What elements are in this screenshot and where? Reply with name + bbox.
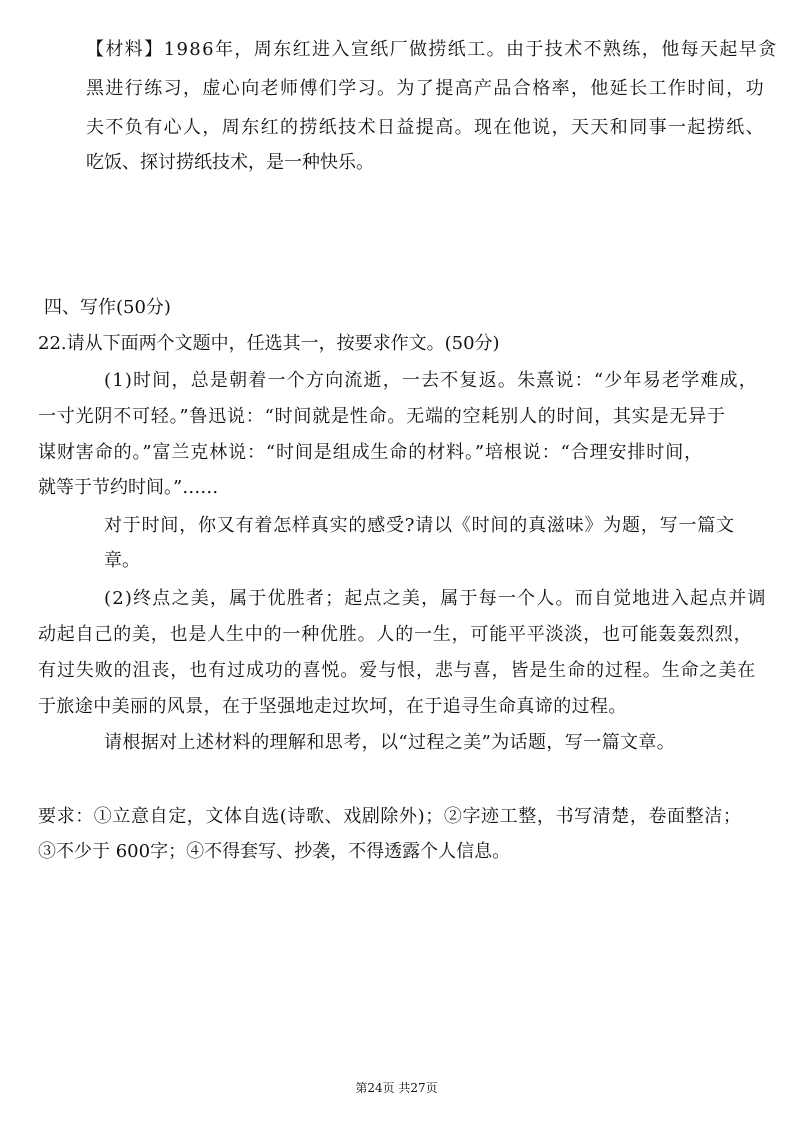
prompt-1-line: 谋财害命的。”富兰克林说：“时间是组成生命的材料。”培根说：“合理安排时间， [38, 442, 704, 463]
requirements-line: ③不少于 600字；④不得套写、抄袭，不得透露个人信息。 [38, 841, 511, 862]
material-line: 夫不负有心人，周东红的捞纸技术日益提高。现在他说，天天和同事一起捞纸、 [86, 117, 765, 138]
material-line: 黑进行练习，虚心向老师傅们学习。为了提高产品合格率，他延长工作时间，功 [86, 78, 765, 99]
prompt-1-task-line: 章。 [104, 550, 140, 571]
requirements-line: 要求：①立意自定，文体自选(诗歌、戏剧除外)；②字迹工整，书写清楚，卷面整洁； [38, 806, 742, 827]
prompt-2-task: 请根据对上述材料的理解和思考，以“过程之美”为话题，写一篇文章。 [104, 732, 676, 753]
prompt-1-task-line: 对于时间，你又有着怎样真实的感受?请以《时间的真滋味》为题，写一篇文 [104, 515, 735, 536]
prompt-1-line: 一寸光阴不可轻。”鲁迅说：“时间就是性命。无端的空耗别人的时间，其实是无异于 [38, 406, 726, 427]
material-line: 吃饭、探讨捞纸技术，是一种快乐。 [86, 152, 374, 173]
prompt-2-line: 有过失败的沮丧，也有过成功的喜悦。爱与恨，悲与喜，皆是生命的过程。生命之美在 [38, 660, 757, 681]
prompt-1-line: 就等于节约时间。”…… [38, 477, 219, 498]
prompt-2-line: (2)终点之美，属于优胜者；起点之美，属于每一个人。而自觉地进入起点并调 [104, 588, 767, 609]
section-heading: 四、写作(50分) [44, 297, 171, 318]
question-stem: 22.请从下面两个文题中，任选其一，按要求作文。(50分) [38, 333, 500, 354]
prompt-2-line: 于旅途中美丽的风景，在于坚强地走过坎坷，在于追寻生命真谛的过程。 [38, 696, 627, 717]
page-number: 第24页 共27页 [355, 1081, 438, 1095]
material-line: 【材料】1986年，周东红进入宣纸厂做捞纸工。由于技术不熟练，他每天起早贪 [86, 39, 778, 60]
prompt-1-line: (1)时间，总是朝着一个方向流逝，一去不复返。朱熹说：“少年易老学难成， [104, 370, 758, 391]
prompt-2-line: 动起自己的美，也是人生中的一种优胜。人的一生，可能平平淡淡，也可能轰轰烈烈， [38, 624, 753, 645]
